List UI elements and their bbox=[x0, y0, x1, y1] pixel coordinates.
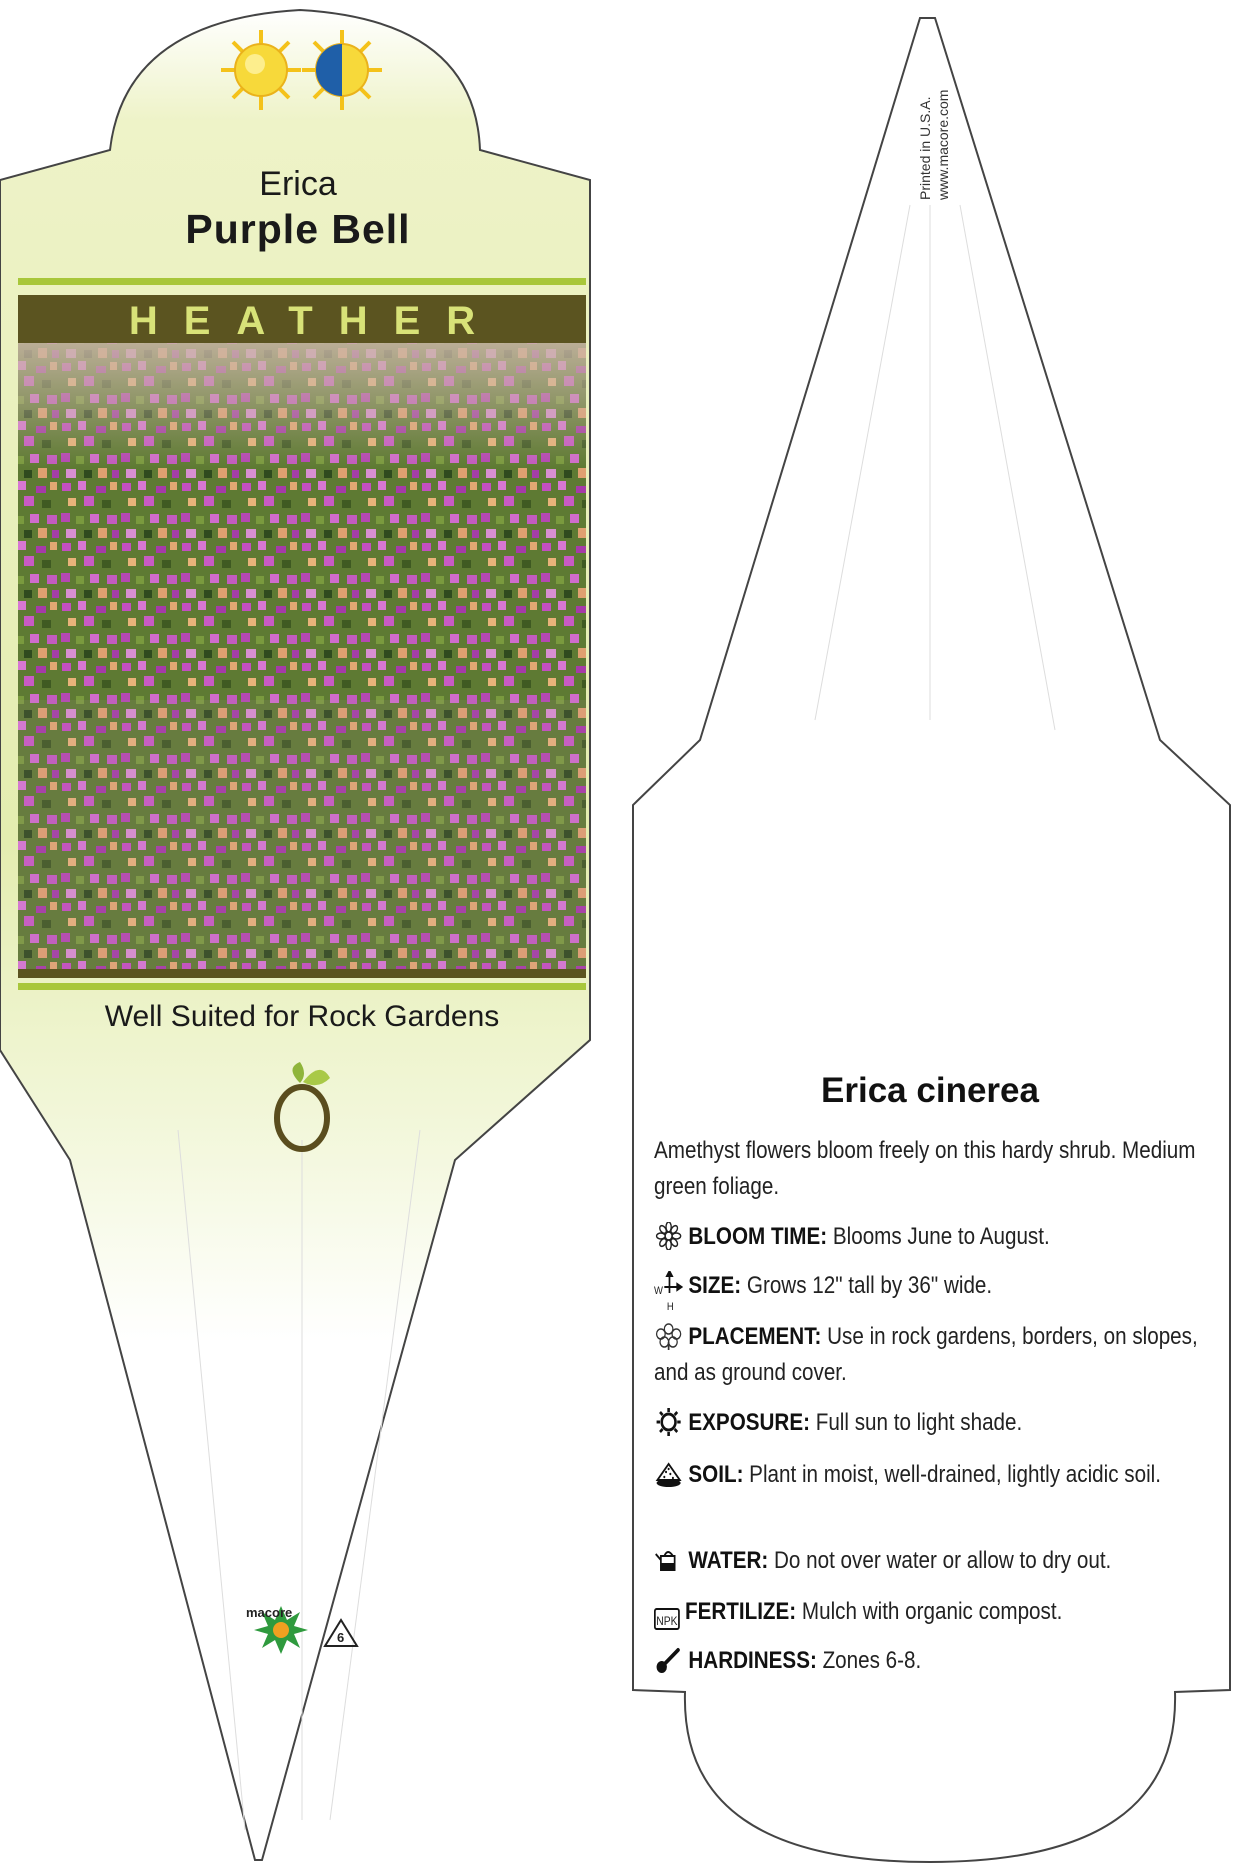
care-label: WATER: bbox=[688, 1547, 769, 1574]
species-title: Erica cinerea bbox=[821, 1071, 1039, 1110]
watering-can-icon bbox=[654, 1546, 683, 1574]
cultivar-name: Purple Bell bbox=[185, 206, 411, 252]
care-placement bbox=[654, 1319, 1222, 1391]
header-rule bbox=[18, 278, 586, 285]
care-text: Zones 6-8. bbox=[822, 1647, 922, 1674]
care-label: SIZE: bbox=[688, 1272, 742, 1299]
size-h-label: H bbox=[666, 1301, 674, 1313]
full-sun-icon bbox=[221, 30, 301, 110]
thermometer-icon bbox=[654, 1646, 683, 1674]
brand-name: macore bbox=[246, 1605, 293, 1620]
photo-bottom-band bbox=[18, 969, 586, 978]
printed-line-1: Printed in U.S.A. bbox=[917, 96, 933, 200]
back-tag-outline bbox=[633, 18, 1230, 1862]
sun-outline-icon bbox=[654, 1408, 683, 1436]
care-label: PLACEMENT: bbox=[688, 1323, 822, 1350]
care-size bbox=[654, 1268, 1222, 1313]
care-label: FERTILIZE: bbox=[684, 1598, 797, 1625]
size-icon bbox=[654, 1271, 683, 1313]
placement-icon bbox=[654, 1322, 683, 1350]
category-title: HEATHER bbox=[128, 299, 502, 343]
printed-line-2: www.macore.com bbox=[935, 89, 951, 200]
care-text: Grows 12" tall by 36" wide. bbox=[746, 1272, 993, 1299]
part-sun-icon bbox=[302, 30, 382, 110]
tagline: Well Suited for Rock Gardens bbox=[104, 1000, 500, 1033]
care-text: Use in rock gardens, borders, on slopes, and as ground cover. bbox=[654, 1323, 1198, 1386]
care-label: EXPOSURE: bbox=[688, 1409, 810, 1436]
care-label: HARDINESS: bbox=[688, 1647, 817, 1674]
care-text: Plant in moist, well-drained, lightly acidic soil. bbox=[749, 1461, 1162, 1488]
care-exposure bbox=[654, 1405, 1222, 1441]
care-label: BLOOM TIME: bbox=[688, 1223, 828, 1250]
care-bloom-time bbox=[654, 1219, 1222, 1255]
care-text: Do not over water or allow to dry out. bbox=[774, 1547, 1112, 1574]
description: Amethyst flowers bloom freely on this hardy shrub. Medium green foliage. bbox=[654, 1137, 1196, 1200]
printed-in bbox=[916, 90, 952, 200]
care-text: Blooms June to August. bbox=[832, 1223, 1050, 1250]
genus-name: Erica bbox=[259, 165, 337, 203]
care-text: Full sun to light shade. bbox=[815, 1409, 1023, 1436]
care-text: Mulch with organic compost. bbox=[801, 1598, 1063, 1625]
size-w-label: W bbox=[654, 1285, 663, 1297]
npk-icon bbox=[654, 1608, 680, 1630]
care-soil bbox=[654, 1457, 1222, 1493]
care-water bbox=[654, 1543, 1222, 1579]
recycle-code: 6 bbox=[337, 1630, 345, 1645]
care-label: SOIL: bbox=[688, 1461, 744, 1488]
care-fertilize bbox=[654, 1594, 1222, 1630]
flower-icon bbox=[654, 1222, 683, 1250]
npk-label: NPK bbox=[656, 1614, 678, 1628]
care-hardiness bbox=[654, 1643, 1222, 1679]
soil-icon bbox=[654, 1460, 683, 1488]
photo-bottom-rule bbox=[18, 983, 586, 990]
